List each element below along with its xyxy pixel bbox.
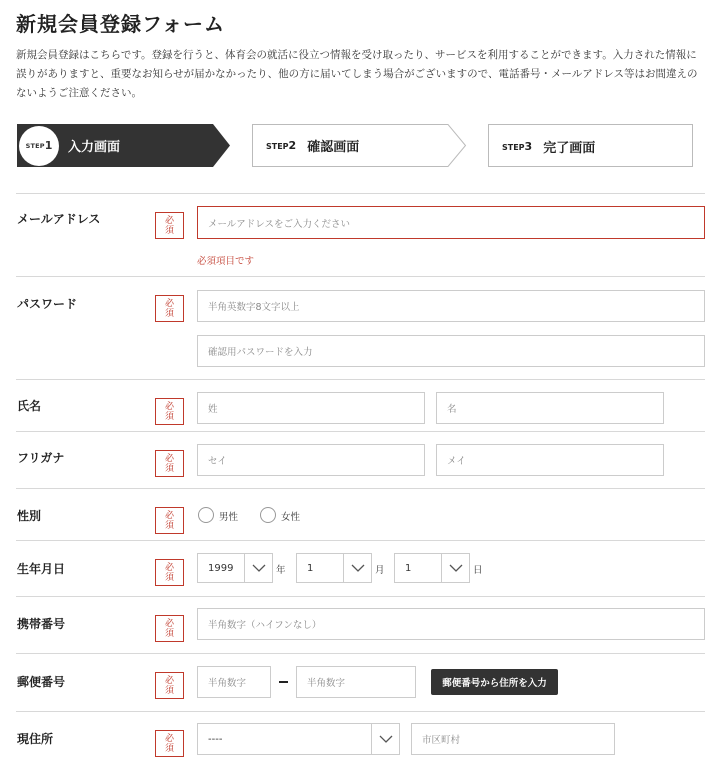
birthdate-label: 生年月日	[17, 562, 66, 576]
page-title: 新規会員登録フォーム	[16, 12, 225, 36]
divider	[16, 711, 705, 712]
birth-month-select[interactable]: 1	[296, 553, 372, 583]
birth-day-select[interactable]: 1	[394, 553, 470, 583]
divider	[16, 540, 705, 541]
intro-text: 新規会員登録はこちらです。登録を行うと、体育会の就活に役立つ情報を受け取ったり、サービスを利用することができます。入力された情報に誤りがありますと、重要なお知らせが届かなかったり、他の方に届いてしまう場合がございますので、電話番号・メールアドレス等はお間違えのないようご注意ください。	[16, 49, 698, 99]
email-error-message: 必須項目です	[197, 256, 255, 267]
postal-lookup-button[interactable]: 郵便番号から住所を入力	[431, 669, 558, 695]
required-badge: 必 須	[155, 730, 184, 757]
birth-year-select[interactable]: 1999	[197, 553, 273, 583]
divider	[16, 276, 705, 277]
prefecture-select[interactable]: ----	[197, 723, 400, 755]
step-2-prefix: STEP2	[266, 139, 297, 152]
name-label: 氏名	[17, 399, 42, 413]
step-3	[488, 124, 693, 167]
mobile-input[interactable]: 半角数字（ハイフンなし）	[197, 608, 705, 640]
password-confirm-input[interactable]: 確認用パスワードを入力	[197, 335, 705, 367]
password-label: パスワード	[17, 297, 78, 311]
last-name-input[interactable]: 姓	[197, 392, 425, 424]
chevron-down-icon	[351, 564, 365, 572]
required-badge: 必 須	[155, 212, 184, 239]
required-badge: 必 須	[155, 672, 184, 699]
postal-label: 郵便番号	[17, 675, 66, 689]
email-label: メールアドレス	[17, 212, 101, 226]
gender-male-label: 男性	[219, 512, 239, 523]
first-name-input[interactable]: 名	[436, 392, 664, 424]
step-1-label: 入力画面	[68, 140, 121, 155]
day-suffix: 日	[473, 565, 483, 576]
step-1-badge: STEP 1	[19, 126, 59, 166]
step-3-label: 完了画面	[543, 141, 596, 156]
divider	[16, 653, 705, 654]
gender-female-radio[interactable]	[260, 507, 276, 523]
required-badge: 必 須	[155, 398, 184, 425]
first-name-kana-input[interactable]: メイ	[436, 444, 664, 476]
postal-dash	[279, 681, 288, 683]
divider	[16, 596, 705, 597]
month-suffix: 月	[375, 565, 385, 576]
required-badge: 必 須	[155, 295, 184, 322]
chevron-down-icon	[449, 564, 463, 572]
email-input[interactable]: メールアドレスをご入力ください	[197, 206, 705, 239]
postal-code-first-input[interactable]: 半角数字	[197, 666, 271, 698]
step-2-label: 確認画面	[307, 140, 360, 155]
address-label: 現住所	[17, 732, 54, 746]
required-badge: 必 須	[155, 615, 184, 642]
chevron-down-icon	[252, 564, 266, 572]
last-name-kana-input[interactable]: セイ	[197, 444, 425, 476]
year-suffix: 年	[276, 565, 286, 576]
step-2	[252, 124, 467, 167]
step-1	[17, 124, 231, 167]
required-badge: 必 須	[155, 507, 184, 534]
gender-female-label: 女性	[281, 512, 301, 523]
mobile-label: 携帯番号	[17, 617, 66, 631]
required-badge: 必 須	[155, 559, 184, 586]
gender-label: 性別	[17, 509, 42, 523]
chevron-down-icon	[379, 735, 393, 743]
divider	[16, 431, 705, 432]
divider	[16, 488, 705, 489]
city-input[interactable]: 市区町村	[411, 723, 615, 755]
furigana-label: フリガナ	[17, 451, 65, 465]
divider	[16, 379, 705, 380]
divider	[16, 193, 705, 194]
step-3-prefix: STEP3	[502, 140, 533, 153]
required-badge: 必 須	[155, 450, 184, 477]
password-input[interactable]: 半角英数字8文字以上	[197, 290, 705, 322]
postal-code-second-input[interactable]: 半角数字	[296, 666, 416, 698]
gender-male-radio[interactable]	[198, 507, 214, 523]
